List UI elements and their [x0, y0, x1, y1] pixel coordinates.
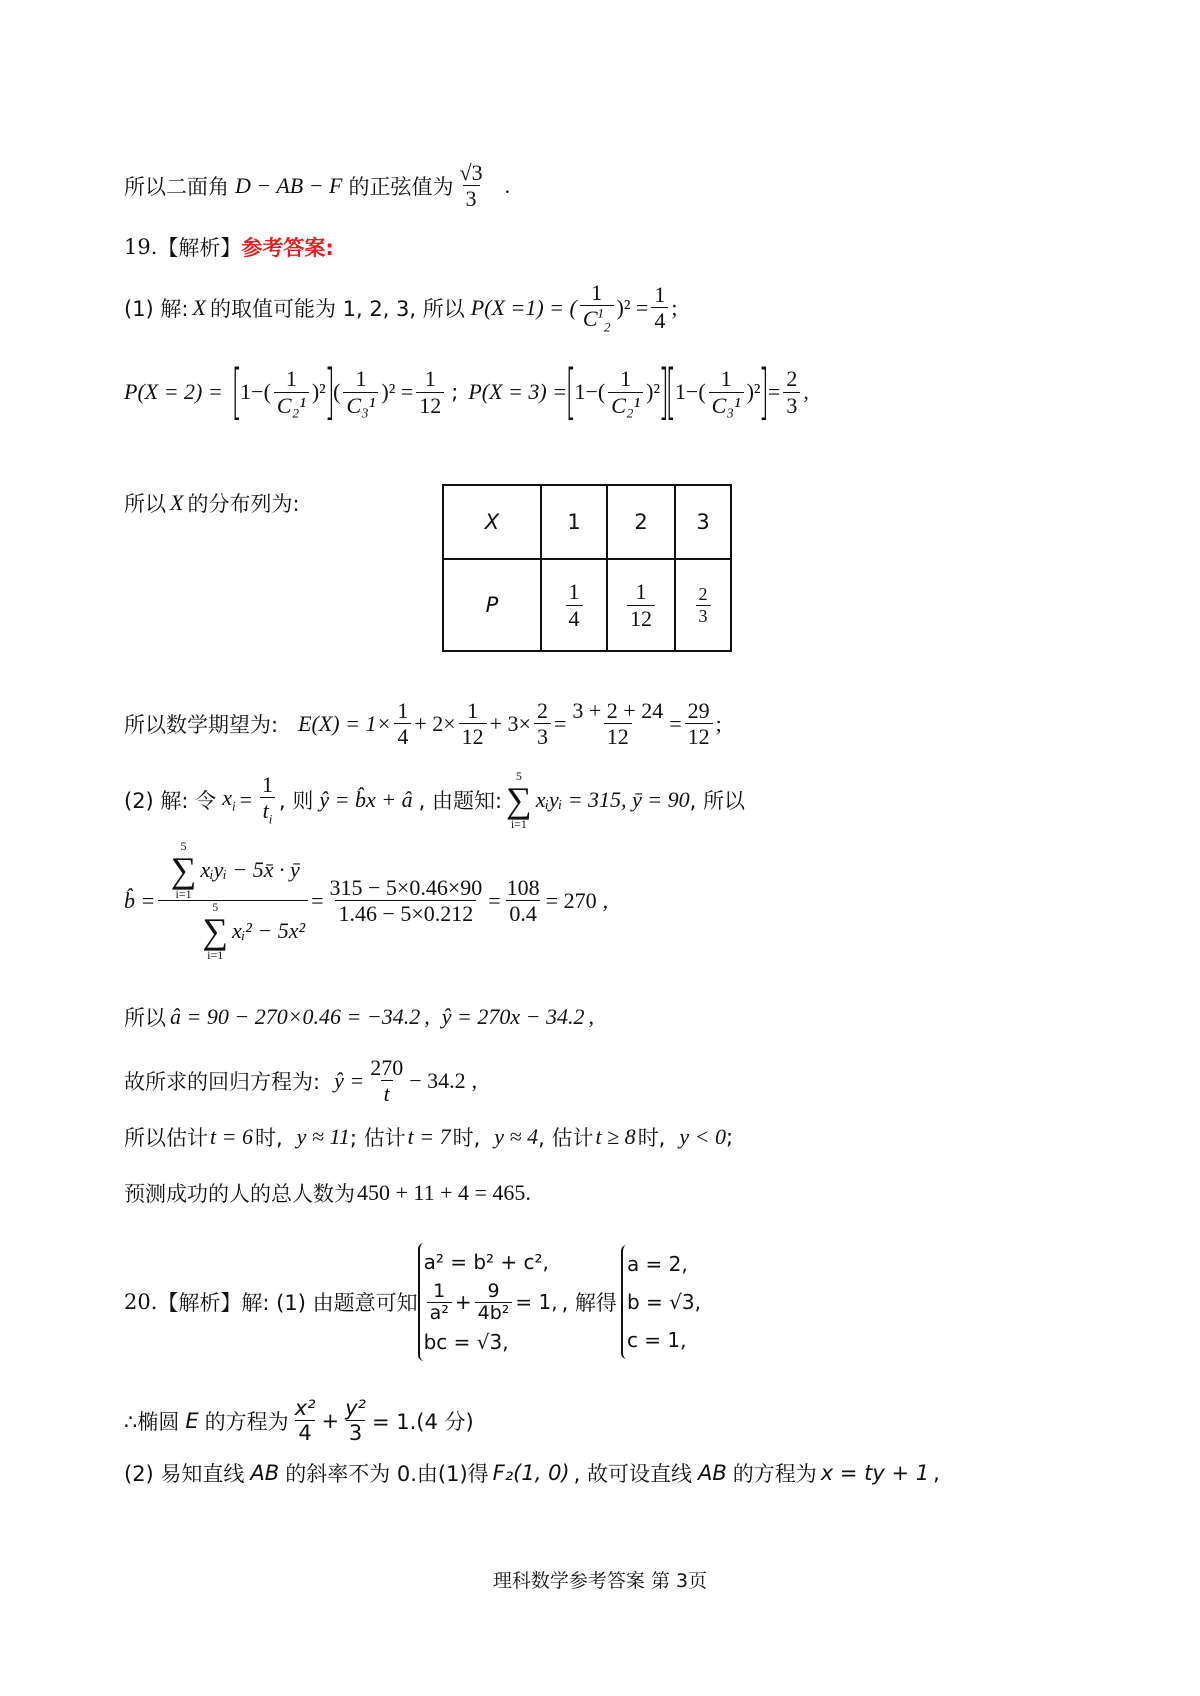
math-expr: − 34.2 [409, 1067, 466, 1093]
text: , 则 [279, 789, 314, 813]
ahat-line [124, 1002, 594, 1032]
math-expr: )² [746, 379, 761, 404]
answer-label: 参考答案: [241, 236, 334, 260]
equation-system [621, 1245, 701, 1359]
math-expr: P(X =1) = ( [470, 294, 577, 320]
math-expr: = [553, 710, 567, 736]
math-expr: 1−( [240, 379, 271, 404]
summation: 5 ∑ i=1 [506, 769, 532, 831]
math-expr: y ≈ 11 [296, 1124, 350, 1149]
math-expr: t = 6 [210, 1124, 253, 1149]
math-expr: = [767, 379, 781, 404]
q19-part1-line [124, 280, 677, 336]
fraction: $\frac{1}{t_i}$ [259, 772, 276, 828]
text: 所以 [124, 1006, 166, 1030]
text: 所以二面角 [124, 174, 229, 199]
math-expr: E(X) = 1× [298, 710, 392, 736]
big-fraction: 5 ∑ i=1 xᵢyᵢ − 5x̄ · ȳ 5 ∑ i=1 xᵢ² − 5x² [158, 840, 308, 961]
punct: , [803, 379, 809, 404]
text: (2) 解: 令 [124, 789, 217, 813]
text: 时, [254, 1126, 283, 1150]
punct: . [504, 172, 511, 198]
denominator: 12 [416, 392, 444, 418]
regression-equation-line [124, 1055, 477, 1107]
table-row [443, 485, 731, 559]
fraction [783, 366, 800, 418]
fraction: $\frac{1}{4}$ [394, 698, 411, 750]
punct: , [424, 1004, 430, 1029]
text: 解: (1) 由题意可知 [241, 1291, 418, 1315]
math-expr: y ≈ 4 [494, 1124, 539, 1149]
math-expr: P(X = 2) = [124, 379, 223, 404]
denominator: C₂¹ [274, 392, 309, 418]
numerator: 1 [720, 366, 732, 392]
math-expr: + 2× [414, 710, 456, 736]
sine-conclusion-line [124, 160, 510, 212]
text: 的取值可能为 1, 2, 3, 所以 [209, 296, 465, 321]
analysis-tag: 【解析】 [157, 236, 242, 260]
equation: c = 1, [626, 1328, 687, 1352]
fraction [580, 280, 614, 336]
text: 的方程为 [204, 1409, 289, 1434]
math-expr: â = 90 − 270×0.46 = −34.2 [170, 1004, 421, 1029]
math-expr: ŷ = 270x − 34.2 [441, 1004, 585, 1029]
math-expr: + [321, 1408, 340, 1433]
math-expr: )² = [381, 379, 414, 404]
punct: , [471, 1067, 478, 1093]
math-expr: 1−( [574, 379, 606, 404]
table-cell: $\frac{2}{3}$ [675, 559, 731, 651]
table-cell: $\frac{1}{12}$ [607, 559, 675, 651]
denominator: 3 [783, 392, 800, 418]
table-cell: 1 [541, 485, 607, 559]
math-expr: )² = [616, 294, 649, 320]
fraction: $\frac{270}{t}$ [370, 1055, 404, 1107]
equation: a² = b² + c², [423, 1249, 549, 1274]
math-expr: = [669, 710, 682, 736]
text: 的正弦值为 [348, 174, 454, 199]
math-expr: = 270 [545, 887, 597, 913]
punct: ; [451, 380, 459, 404]
q20-line [124, 1228, 701, 1376]
bracket: [ [665, 357, 677, 427]
fraction [343, 366, 378, 418]
math-expr: xᵢyᵢ = 315, ȳ = 90 [535, 787, 690, 812]
math-expr: ( [333, 379, 341, 404]
punct: , [933, 1461, 940, 1485]
text: 的斜率不为 0.由(1)得 [285, 1462, 489, 1486]
var: X [192, 294, 206, 320]
text: 时, [452, 1126, 481, 1150]
math-expr: P(X = 3) = [468, 379, 568, 404]
math-expr: D − AB − F [235, 172, 343, 198]
table-row [443, 559, 731, 651]
denominator: C₂¹ [608, 392, 643, 418]
punct: , [588, 1004, 594, 1029]
page-footer: 理科数学参考答案 第 3页 [492, 1570, 708, 1592]
punct: , [602, 887, 609, 913]
text: ; 估计 [349, 1126, 406, 1150]
text: 所以数学期望为: [124, 712, 279, 737]
table-cell: $\frac{1}{4}$ [541, 559, 607, 651]
numerator: 1 [654, 282, 666, 308]
numerator: 1 [424, 366, 436, 392]
expectation-line [124, 698, 722, 750]
math-expr: = [488, 887, 501, 913]
text: 的方程为 [732, 1462, 817, 1486]
fraction [416, 366, 444, 418]
question-number: 20. [124, 1290, 158, 1314]
fraction: $\frac{29}{12}$ [685, 698, 713, 750]
fraction [457, 160, 486, 212]
table-cell: 3 [675, 485, 731, 559]
bhat-line [124, 840, 608, 961]
bracket: [ [231, 357, 242, 427]
fraction [709, 366, 744, 418]
table-cell: P [443, 559, 541, 651]
text: , 解得 [561, 1291, 617, 1315]
math-expr: $x_i$ [222, 785, 236, 814]
equation-system [418, 1243, 558, 1362]
bracket: ] [758, 357, 770, 427]
text: , 故可设直线 [573, 1462, 692, 1486]
numerator: √3 [459, 160, 483, 185]
var: E [185, 1408, 199, 1433]
punct: ; [726, 1125, 734, 1149]
numerator: 1 [591, 280, 603, 305]
math-expr: b̂ = [124, 887, 156, 913]
punct: ; [671, 294, 678, 320]
fraction [608, 366, 643, 418]
q19-header [124, 232, 334, 262]
fraction: $\frac{3 + 2 + 24}{12}$ [572, 698, 664, 750]
math-expr: )² [311, 379, 326, 404]
text: 时, [637, 1126, 666, 1150]
text: 所以估计 [124, 1126, 208, 1150]
math-expr: ŷ = [334, 1067, 365, 1093]
probability-line [124, 357, 809, 427]
analysis-tag: 【解析】 [157, 1291, 242, 1315]
text: 预测成功的人的总人数为 [124, 1182, 355, 1206]
fraction: $\frac{\text{x²}}{4}$ [294, 1396, 316, 1446]
bracket: [ [565, 357, 577, 427]
text: , 估计 [538, 1126, 594, 1150]
fraction [274, 366, 309, 418]
math-expr: t ≥ 8 [595, 1124, 636, 1149]
numerator: 1 [355, 366, 367, 392]
math-expr: )² [646, 379, 661, 404]
question-number: 19. [124, 235, 158, 259]
math-expr: F₂(1, 0) [492, 1461, 570, 1485]
numerator: 2 [786, 366, 798, 392]
text: , 所以 [689, 789, 746, 813]
table-cell: X [443, 485, 541, 559]
punct: ; [715, 710, 722, 736]
math-expr: x = ty + 1 [820, 1461, 930, 1485]
text: , 由题知: [418, 789, 503, 813]
fraction: $\frac{\text{y²}}{3}$ [345, 1396, 366, 1446]
text: ∴椭圆 [124, 1409, 180, 1434]
prediction-line [124, 1178, 531, 1208]
table-cell: 2 [607, 485, 675, 559]
punct: . [525, 1180, 531, 1205]
bracket: ] [324, 357, 335, 427]
math-expr: AB [698, 1461, 727, 1485]
math-expr: y < 0 [679, 1124, 726, 1149]
text: (1) 解: [124, 296, 189, 321]
text: = 1.(4 分) [371, 1409, 474, 1434]
fraction: $\frac{315 - 5\times 0.46\times 90}{1.46 - 5\times 0.212}$ [329, 874, 483, 926]
math-expr: + 3× [489, 710, 531, 736]
distribution-table [442, 484, 732, 652]
estimate-line [124, 1122, 733, 1152]
numerator: 1 [285, 366, 297, 392]
denominator: C₃¹ [709, 392, 744, 418]
math-expr: = [311, 887, 324, 913]
equation: b = √3, [626, 1290, 701, 1314]
math-expr: AB [250, 1461, 280, 1485]
fraction: $\frac{108}{0.4}$ [506, 874, 540, 926]
math-expr: 450 + 11 + 4 = 465 [357, 1180, 526, 1205]
math-expr: = [239, 787, 252, 812]
math-expr: ŷ = b̂x + â [319, 787, 413, 812]
var: X [170, 490, 184, 515]
q20-part2-line [124, 1458, 940, 1488]
equation: bc = √3, [423, 1330, 509, 1355]
denominator: 4 [651, 307, 668, 333]
denominator: C₃¹ [343, 392, 378, 418]
math-expr: t = 7 [407, 1124, 451, 1149]
text: 所以 [124, 492, 166, 516]
text: (2) 易知直线 [124, 1462, 245, 1486]
fraction [651, 282, 668, 334]
text: 故所求的回归方程为: [124, 1069, 321, 1094]
denominator: $C^1_2$ [580, 305, 614, 335]
q19-part2-line [124, 770, 745, 830]
fraction: $\frac{1}{12}$ [459, 698, 487, 750]
distribution-label [124, 488, 300, 518]
fraction: $\frac{2}{3}$ [534, 698, 551, 750]
equation: a = 2, [626, 1252, 688, 1276]
denominator: 3 [463, 185, 480, 211]
numerator: 1 [620, 366, 632, 392]
bracket: ] [658, 357, 670, 427]
text: 的分布列为: [187, 492, 300, 516]
ellipse-line [124, 1396, 474, 1445]
math-expr: 1−( [674, 379, 706, 404]
equation: $\frac{1}{\text{a²}}$ + $\frac{9}{\text{4b²}}$ = 1, [424, 1281, 558, 1324]
